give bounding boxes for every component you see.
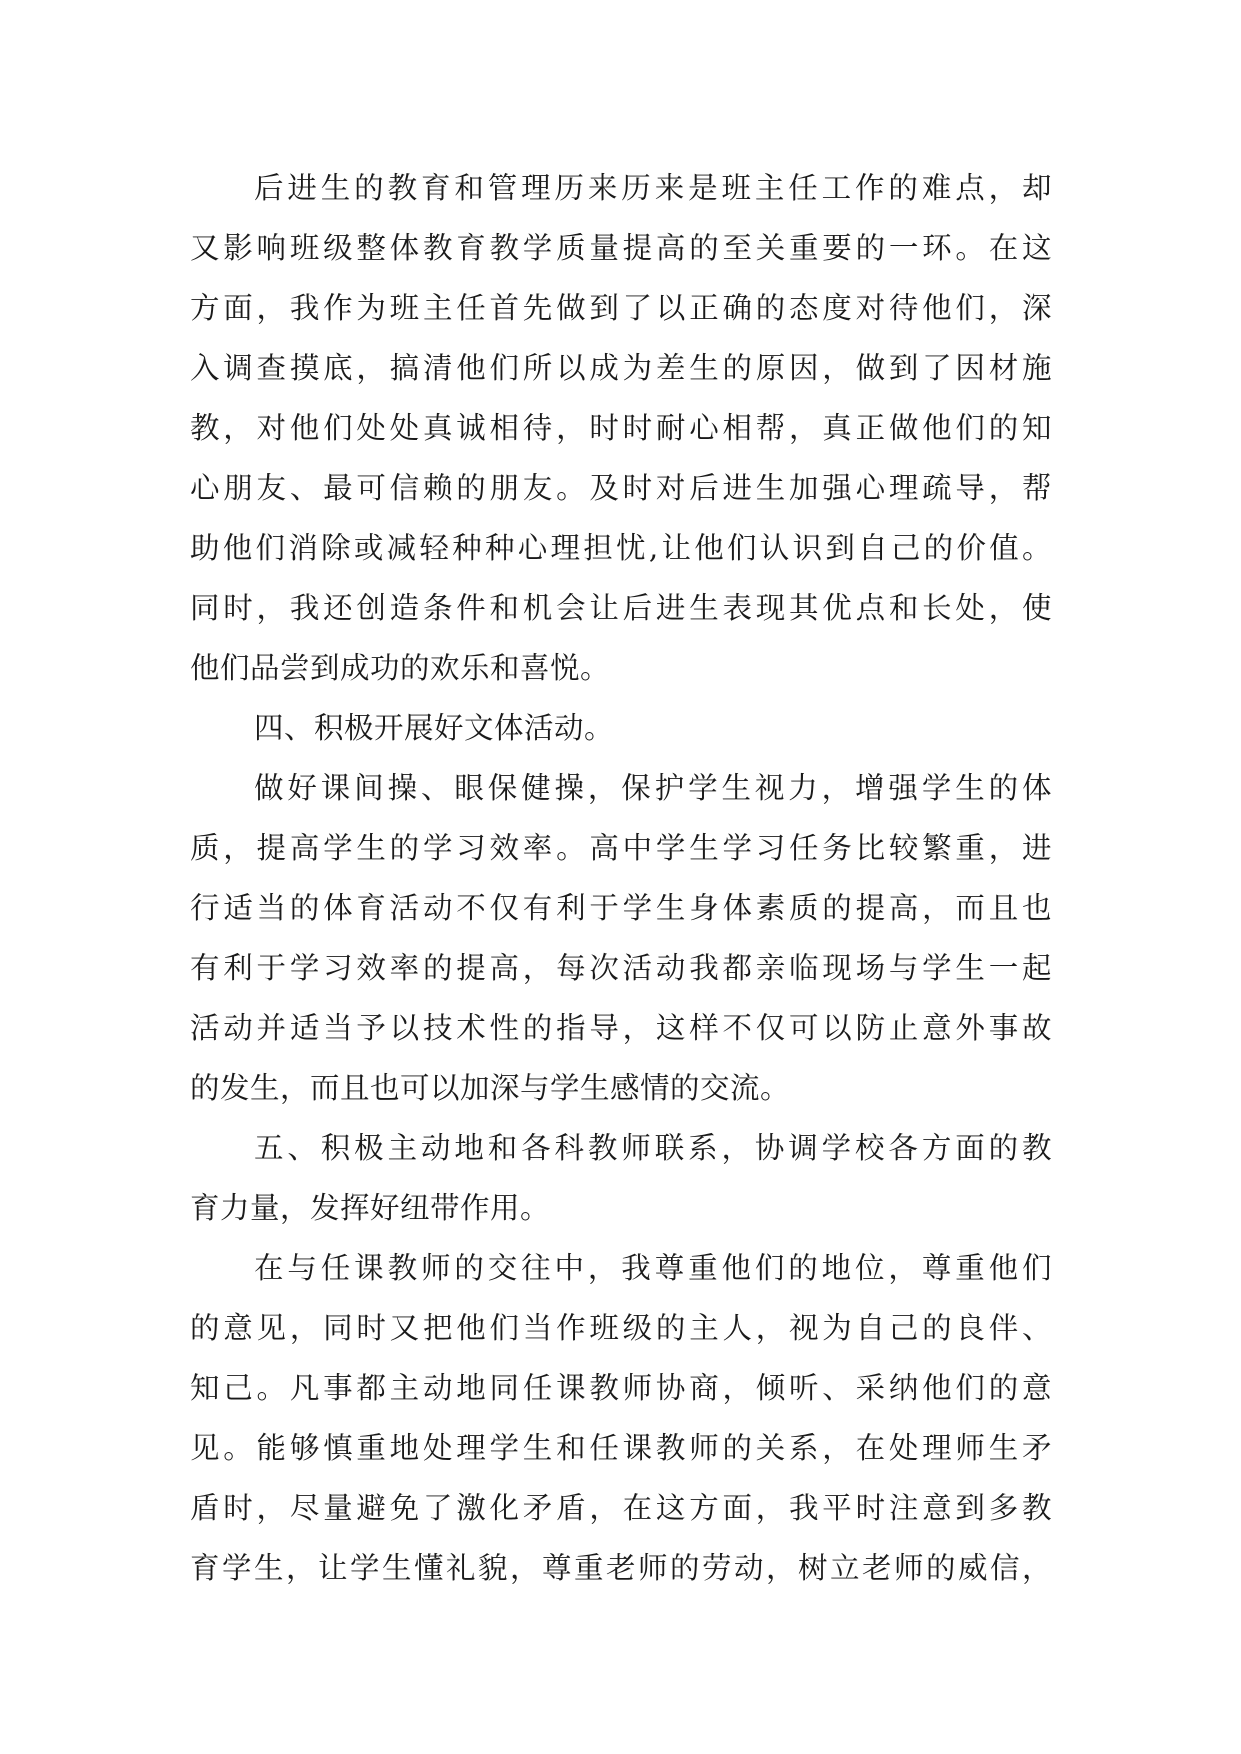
text-line: 同时，我还创造条件和机会让后进生表现其优点和长处，使 [190,591,1052,625]
text-line: 他们品尝到成功的欢乐和喜悦。 [190,651,611,685]
text-line: 做好课间操、眼保健操，保护学生视力，增强学生的体 [254,771,1052,805]
text-line: 质，提高学生的学习效率。高中学生学习任务比较繁重，进 [190,831,1052,865]
text-line: 活动并适当予以技术性的指导，这样不仅可以防止意外事故 [190,1011,1052,1045]
text-line: 有利于学习效率的提高，每次活动我都亲临现场与学生一起 [190,951,1052,985]
text-line: 育学生，让学生懂礼貌，尊重老师的劳动，树立老师的威信， [190,1551,1052,1585]
text-line: 见。能够慎重地处理学生和任课教师的关系，在处理师生矛 [190,1431,1052,1465]
section-heading-continued: 育力量，发挥好纽带作用。 [190,1191,551,1225]
text-line: 盾时，尽量避免了激化矛盾，在这方面，我平时注意到多教 [190,1491,1052,1525]
text-line: 的发生，而且也可以加深与学生感情的交流。 [190,1071,791,1105]
text-line: 在与任课教师的交往中，我尊重他们的地位，尊重他们 [254,1251,1052,1285]
text-line: 知己。凡事都主动地同任课教师协商，倾听、采纳他们的意 [190,1371,1052,1405]
text-line: 入调查摸底，搞清他们所以成为差生的原因，做到了因材施 [190,351,1052,385]
text-line: 心朋友、最可信赖的朋友。及时对后进生加强心理疏导，帮 [190,471,1052,505]
section-heading: 五、积极主动地和各科教师联系，协调学校各方面的教 [254,1131,1052,1165]
text-line: 行适当的体育活动不仅有利于学生身体素质的提高，而且也 [190,891,1052,925]
text-line: 又影响班级整体教育教学质量提高的至关重要的一环。在这 [190,231,1052,265]
section-heading: 四、积极开展好文体活动。 [254,711,615,745]
text-line: 助他们消除或减轻种种心理担忧,让他们认识到自己的价值。 [190,531,1052,565]
text-line: 的意见，同时又把他们当作班级的主人，视为自己的良伴、 [190,1311,1052,1345]
text-line: 方面，我作为班主任首先做到了以正确的态度对待他们，深 [190,291,1052,325]
text-line: 后进生的教育和管理历来历来是班主任工作的难点，却 [254,171,1052,205]
text-line: 教，对他们处处真诚相待，时时耐心相帮，真正做他们的知 [190,411,1052,445]
body-text [190,158,1052,1598]
